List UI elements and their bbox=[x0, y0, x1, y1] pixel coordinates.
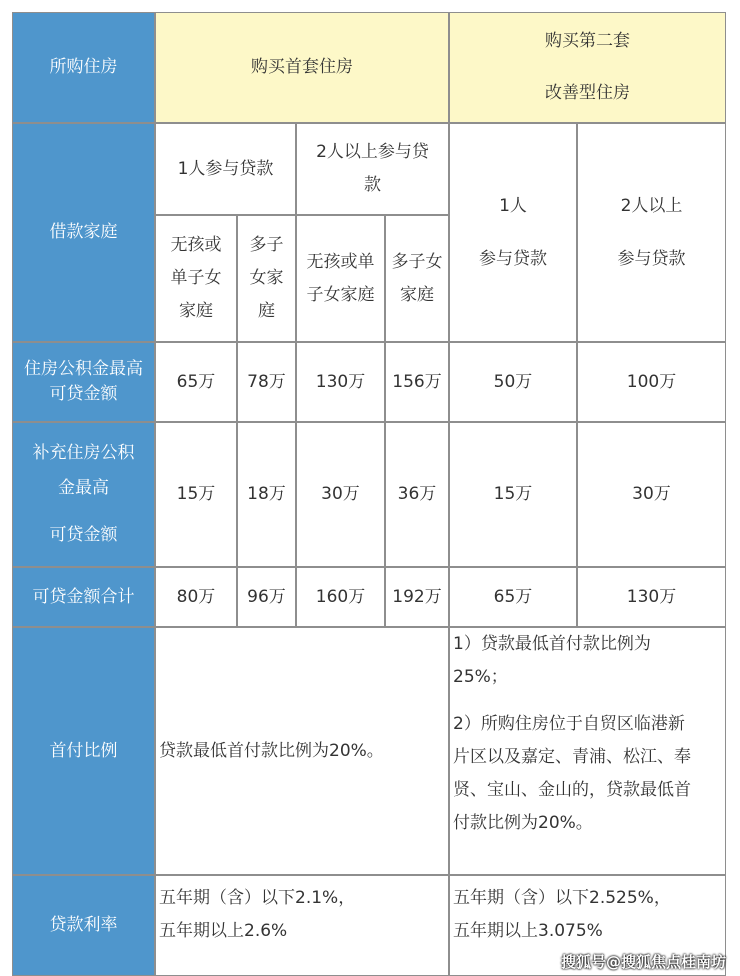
multi-child-family-1: 多子 女家 庭 bbox=[237, 215, 296, 342]
row-header-rate: 贷款利率 bbox=[12, 875, 155, 976]
no-child-family-2: 无孩或单 子女家庭 bbox=[296, 215, 385, 342]
row-header-house: 所购住房 bbox=[12, 12, 155, 123]
supp-value: 36万 bbox=[385, 422, 449, 567]
total-value: 80万 bbox=[155, 567, 237, 627]
supp-value: 15万 bbox=[449, 422, 577, 567]
watermark: 搜狐号@搜狐焦点桂南坊 bbox=[560, 953, 726, 971]
row-header-gjj-max: 住房公积金最高 可贷金额 bbox=[12, 342, 155, 422]
row-header-total: 可贷金额合计 bbox=[12, 567, 155, 627]
gjj-value: 156万 bbox=[385, 342, 449, 422]
gjj-value: 130万 bbox=[296, 342, 385, 422]
row-header-supp-max: 补充住房公积 金最高 可贷金额 bbox=[12, 422, 155, 567]
first-rate: 五年期（含）以下2.1%， 五年期以上2.6% bbox=[155, 875, 449, 976]
gjj-value: 78万 bbox=[237, 342, 296, 422]
one-person-header: 1人参与贷款 bbox=[155, 123, 296, 215]
total-value: 65万 bbox=[449, 567, 577, 627]
second-one-person-header: 1人 参与贷款 bbox=[449, 123, 577, 342]
supp-value: 15万 bbox=[155, 422, 237, 567]
second-home-header: 购买第二套 改善型住房 bbox=[449, 12, 726, 123]
second-two-plus-header: 2人以上 参与贷款 bbox=[577, 123, 726, 342]
supp-value: 30万 bbox=[577, 422, 726, 567]
total-value: 96万 bbox=[237, 567, 296, 627]
multi-child-family-2: 多子女 家庭 bbox=[385, 215, 449, 342]
total-value: 192万 bbox=[385, 567, 449, 627]
gjj-value: 65万 bbox=[155, 342, 237, 422]
total-value: 160万 bbox=[296, 567, 385, 627]
first-down-payment: 贷款最低首付款比例为20%。 bbox=[155, 627, 449, 875]
total-value: 130万 bbox=[577, 567, 726, 627]
second-rate: 五年期（含）以下2.525%， 五年期以上3.075% bbox=[449, 875, 726, 976]
supp-value: 30万 bbox=[296, 422, 385, 567]
row-header-family: 借款家庭 bbox=[12, 123, 155, 342]
gjj-value: 100万 bbox=[577, 342, 726, 422]
no-child-family-1: 无孩或 单子女 家庭 bbox=[155, 215, 237, 342]
second-down-payment: 1）贷款最低首付款比例为 25%； 2）所购住房位于自贸区临港新 片区以及嘉定、青浦、松江、奉 贤、宝山、金山的，贷款最低首 付款比例为20%。 bbox=[449, 627, 726, 875]
supp-value: 18万 bbox=[237, 422, 296, 567]
row-header-down-payment: 首付比例 bbox=[12, 627, 155, 875]
two-plus-header: 2人以上参与贷 款 bbox=[296, 123, 449, 215]
first-home-header: 购买首套住房 bbox=[155, 12, 449, 123]
gjj-value: 50万 bbox=[449, 342, 577, 422]
